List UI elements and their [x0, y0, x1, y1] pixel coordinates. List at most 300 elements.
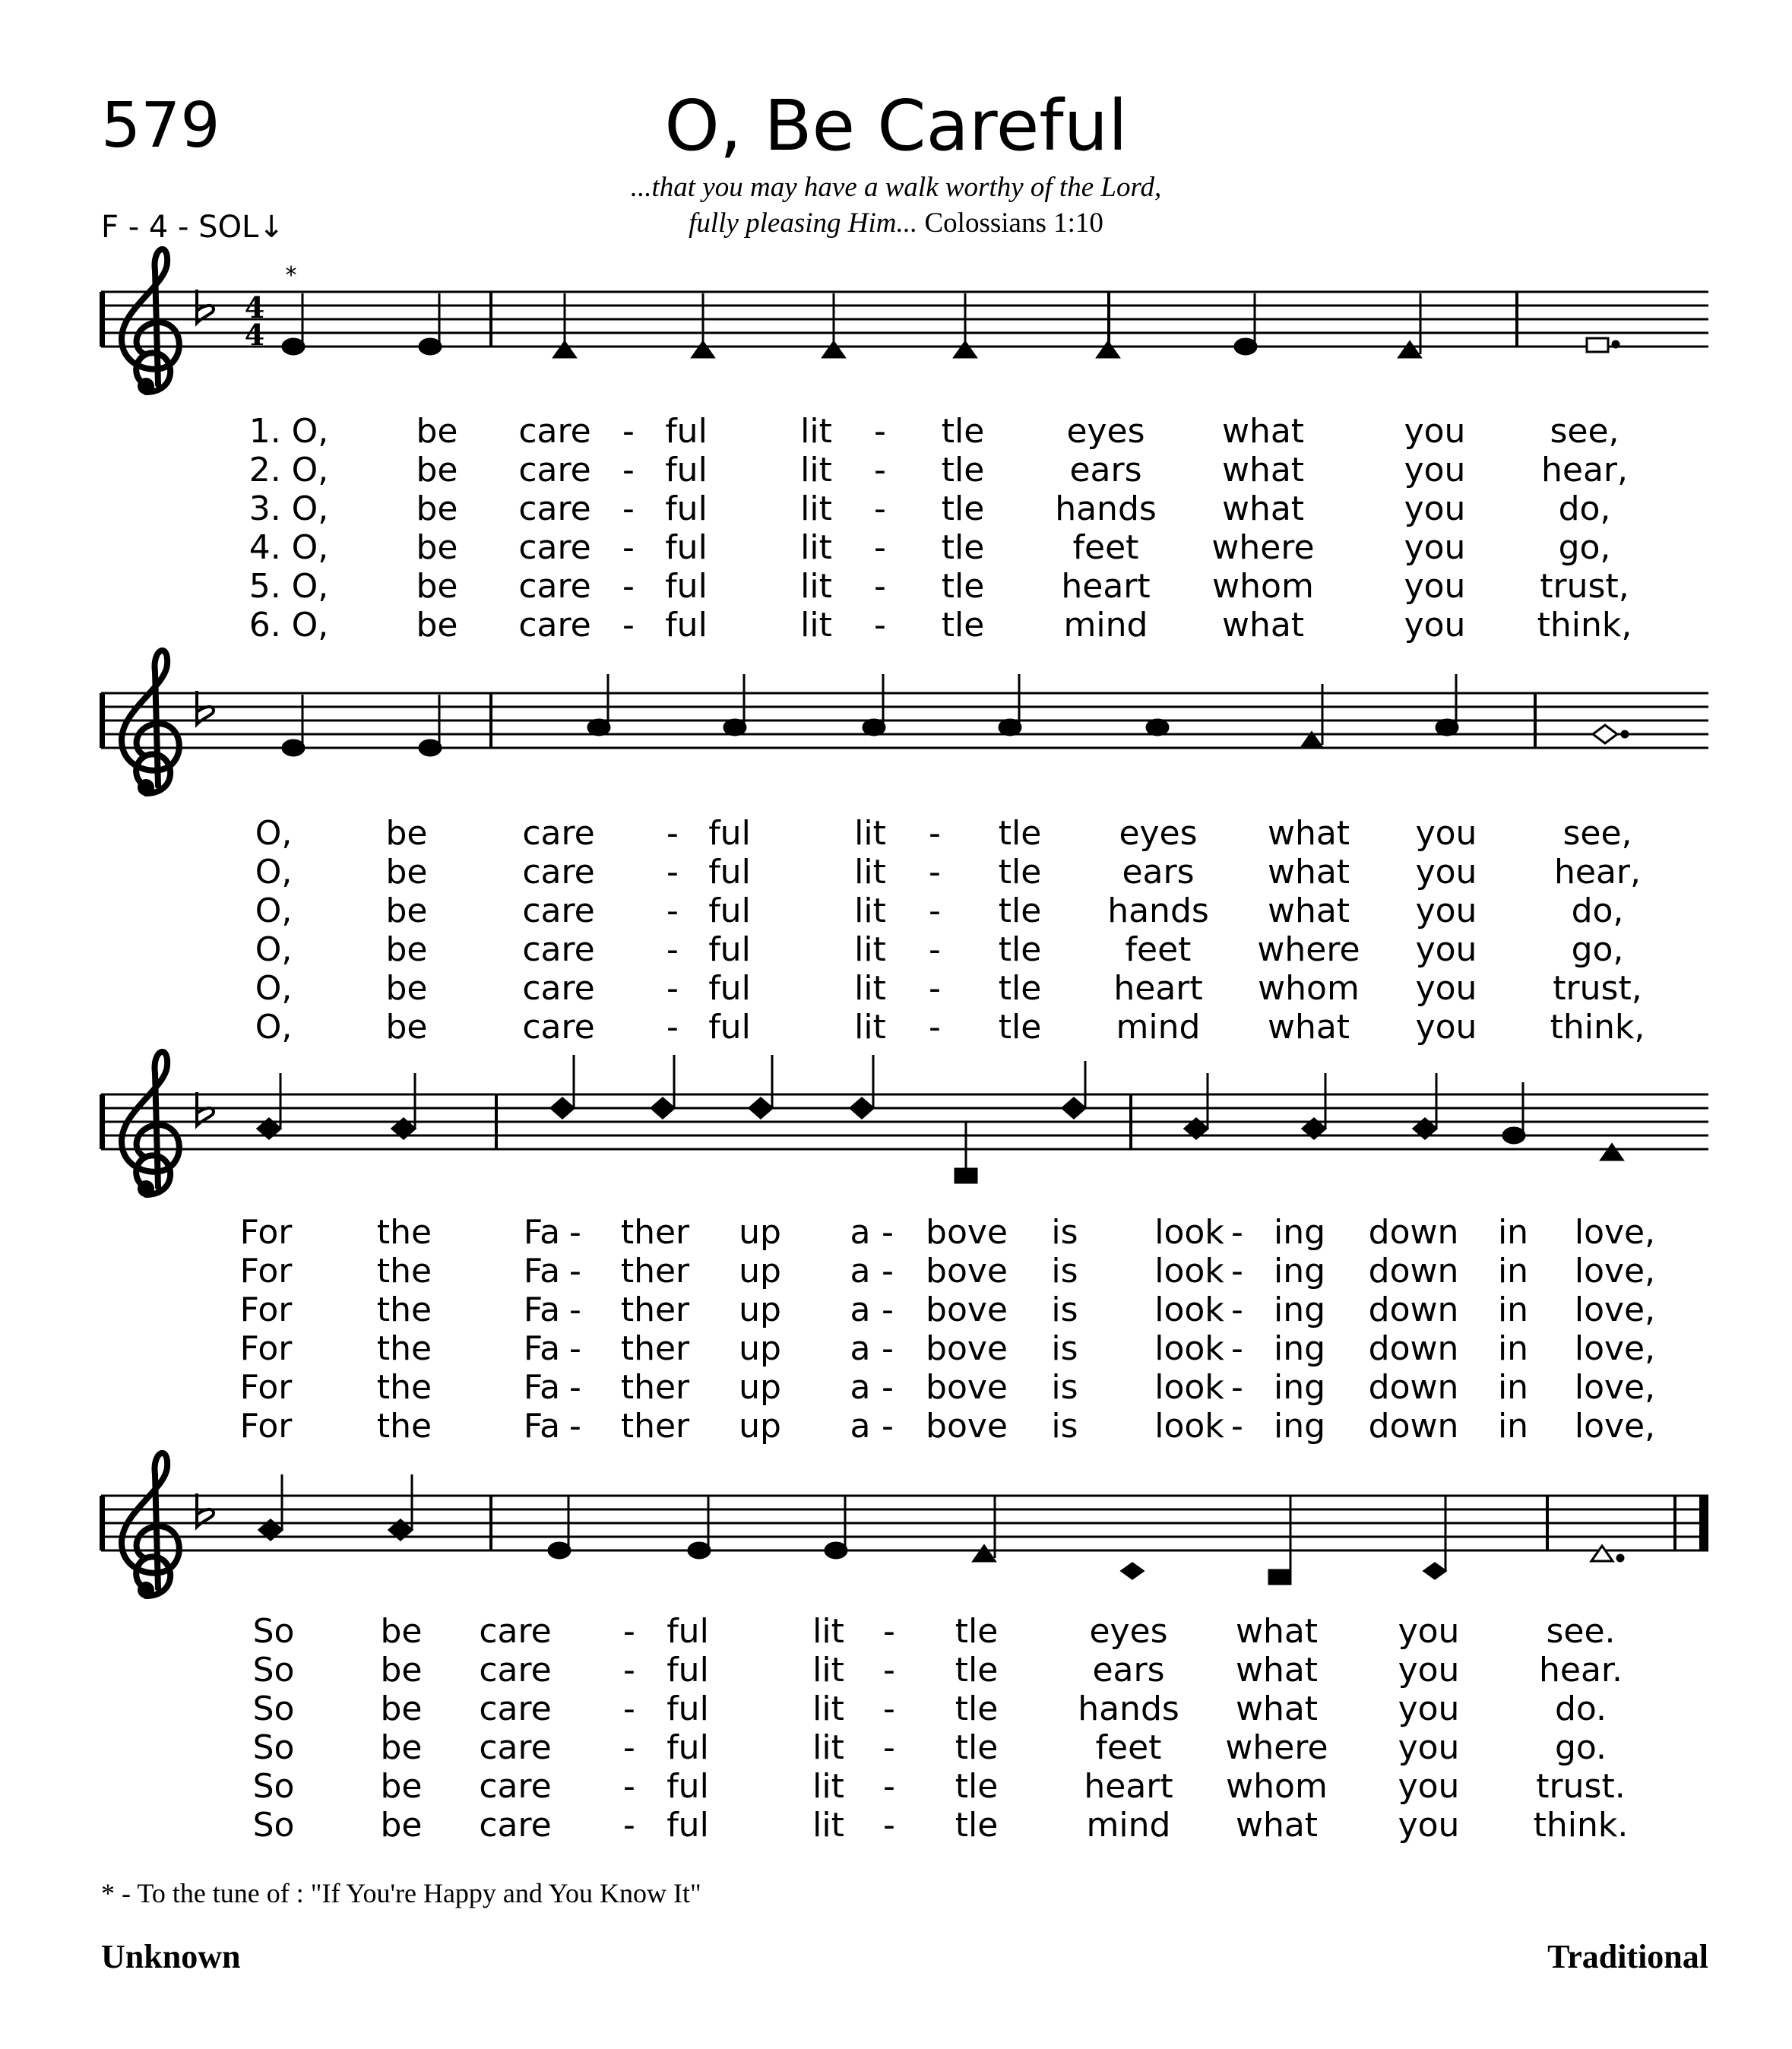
- time-sig-bottom: 4: [244, 318, 265, 352]
- lyric-syllable: down: [1368, 1407, 1459, 1446]
- lyric-syllable: ful: [708, 969, 751, 1008]
- lyric-syllable: heart: [1061, 567, 1151, 606]
- lyric-syllable: be: [416, 412, 458, 451]
- lyric-syllable: care: [518, 606, 591, 644]
- lyric-syllable: 4. O,: [249, 528, 329, 567]
- lyric-syllable: love,: [1574, 1213, 1656, 1252]
- lyric-syllable: heart: [1084, 1767, 1173, 1806]
- lyric-syllable: do,: [1558, 489, 1611, 528]
- lyric-syllable: be: [380, 1690, 423, 1728]
- lyric-line: [0, 1806, 1792, 1845]
- syllable-hyphen: -: [929, 969, 941, 1008]
- syllable-hyphen: -: [1231, 1213, 1243, 1252]
- lyric-syllable: So: [252, 1651, 295, 1690]
- lyric-syllable: what: [1267, 1008, 1350, 1047]
- lyric-syllable: what: [1221, 489, 1305, 528]
- syllable-hyphen: -: [569, 1407, 581, 1446]
- lyric-syllable: ing: [1273, 1291, 1326, 1329]
- lyric-syllable: see,: [1550, 412, 1619, 451]
- lyric-syllable: the: [376, 1291, 432, 1329]
- lyric-line: [0, 1728, 1792, 1767]
- lyric-syllable: So: [252, 1767, 295, 1806]
- lyric-syllable: in: [1497, 1252, 1529, 1291]
- syllable-hyphen: -: [623, 1690, 635, 1728]
- lyric-syllable: be: [380, 1767, 423, 1806]
- scripture-reference: Colossians 1:10: [924, 207, 1103, 239]
- lyric-syllable: trust,: [1553, 969, 1642, 1008]
- lyric-syllable: you: [1404, 489, 1466, 528]
- syllable-hyphen: -: [874, 412, 886, 451]
- lyric-syllable: go,: [1558, 528, 1611, 567]
- lyric-line: [0, 528, 1792, 567]
- lyric-syllable: be: [380, 1806, 423, 1845]
- lyric-line: [0, 853, 1792, 891]
- lyric-syllable: ther: [620, 1329, 690, 1368]
- lyric-syllable: tle: [998, 930, 1042, 969]
- lyric-syllable: ful: [665, 567, 708, 606]
- lyric-syllable: So: [252, 1728, 295, 1767]
- lyric-syllable: care: [522, 853, 595, 891]
- lyric-syllable: lit: [854, 853, 886, 891]
- footnote-text: - To the tune of : "If You're Happy and You Know It": [122, 1878, 701, 1908]
- lyric-syllable: lit: [854, 814, 886, 853]
- syllable-hyphen: -: [622, 451, 635, 489]
- syllable-hyphen: -: [623, 1612, 635, 1651]
- syllable-hyphen: -: [666, 814, 679, 853]
- staff-system-4: [100, 1453, 1708, 1598]
- hymn-number: 579: [101, 90, 220, 162]
- lyric-syllable: tle: [955, 1651, 999, 1690]
- lyric-syllable: Fa: [523, 1252, 561, 1291]
- lyric-syllable: ful: [708, 930, 751, 969]
- lyric-syllable: So: [252, 1806, 295, 1845]
- lyric-syllable: care: [479, 1690, 552, 1728]
- lyric-syllable: tle: [955, 1612, 999, 1651]
- lyric-syllable: a: [850, 1329, 871, 1368]
- syllable-hyphen: -: [666, 1008, 679, 1047]
- lyric-line: [0, 814, 1792, 853]
- lyric-syllable: ing: [1273, 1407, 1326, 1446]
- lyric-syllable: what: [1221, 412, 1305, 451]
- time-sig-top: 4: [244, 290, 265, 325]
- lyric-syllable: O,: [255, 853, 293, 891]
- lyric-syllable: tle: [998, 1008, 1042, 1047]
- lyric-line: [0, 1213, 1792, 1252]
- syllable-hyphen: -: [569, 1368, 581, 1407]
- lyric-syllable: up: [739, 1291, 781, 1329]
- lyric-line: [0, 1767, 1792, 1806]
- lyric-syllable: love,: [1574, 1368, 1656, 1407]
- lyric-syllable: ing: [1273, 1368, 1326, 1407]
- lyric-syllable: care: [518, 528, 591, 567]
- syllable-hyphen: -: [1231, 1252, 1243, 1291]
- lyric-syllable: ful: [708, 853, 751, 891]
- lyric-syllable: So: [252, 1690, 295, 1728]
- lyric-syllable: 1. O,: [249, 412, 329, 451]
- syllable-hyphen: -: [929, 1008, 941, 1047]
- lyric-syllable: you: [1415, 891, 1477, 930]
- lyric-syllable: For: [239, 1407, 293, 1446]
- lyric-syllable: whom: [1226, 1767, 1328, 1806]
- lyric-syllable: be: [385, 814, 428, 853]
- lyric-syllable: the: [376, 1329, 432, 1368]
- lyric-syllable: you: [1415, 930, 1477, 969]
- lyric-syllable: hear.: [1539, 1651, 1623, 1690]
- lyric-syllable: in: [1497, 1368, 1529, 1407]
- lyric-syllable: is: [1051, 1213, 1078, 1252]
- lyric-syllable: down: [1368, 1213, 1459, 1252]
- lyric-syllable: hands: [1107, 891, 1209, 930]
- lyric-syllable: what: [1235, 1612, 1319, 1651]
- syllable-hyphen: -: [666, 930, 679, 969]
- lyric-syllable: care: [522, 1008, 595, 1047]
- lyric-syllable: ful: [666, 1690, 709, 1728]
- lyric-syllable: ful: [665, 489, 708, 528]
- lyric-syllable: be: [416, 451, 458, 489]
- lyric-syllable: where: [1257, 930, 1360, 969]
- lyric-syllable: what: [1267, 891, 1350, 930]
- lyric-line: [0, 1407, 1792, 1446]
- lyric-syllable: a: [850, 1252, 871, 1291]
- lyric-syllable: ther: [620, 1252, 690, 1291]
- lyric-syllable: feet: [1095, 1728, 1162, 1767]
- lyric-syllable: you: [1415, 969, 1477, 1008]
- footnote: [101, 1877, 701, 1909]
- lyric-syllable: you: [1404, 606, 1466, 644]
- lyric-syllable: a: [850, 1291, 871, 1329]
- lyric-syllable: in: [1497, 1213, 1529, 1252]
- lyric-syllable: tle: [941, 528, 985, 567]
- lyric-syllable: ful: [666, 1806, 709, 1845]
- lyric-syllable: love,: [1574, 1252, 1656, 1291]
- lyric-syllable: O,: [255, 814, 293, 853]
- lyric-syllable: you: [1398, 1651, 1460, 1690]
- lyric-syllable: what: [1235, 1690, 1319, 1728]
- lyric-syllable: 6. O,: [249, 606, 329, 644]
- lyric-syllable: bove: [926, 1252, 1008, 1291]
- lyric-syllable: ful: [666, 1728, 709, 1767]
- lyric-line: [0, 930, 1792, 969]
- lyric-syllable: be: [416, 567, 458, 606]
- syllable-hyphen: -: [874, 606, 886, 644]
- lyric-syllable: tle: [998, 891, 1042, 930]
- lyric-syllable: care: [479, 1806, 552, 1845]
- lyric-syllable: tle: [998, 969, 1042, 1008]
- syllable-hyphen: -: [882, 1291, 894, 1329]
- lyric-syllable: you: [1398, 1728, 1460, 1767]
- lyric-syllable: Fa: [523, 1213, 561, 1252]
- lyric-syllable: up: [739, 1368, 781, 1407]
- lyric-syllable: go.: [1554, 1728, 1607, 1767]
- lyric-line: [0, 1612, 1792, 1651]
- lyric-syllable: ful: [665, 412, 708, 451]
- lyric-syllable: is: [1051, 1368, 1078, 1407]
- staff-system-1: [100, 249, 1708, 394]
- lyric-syllable: O,: [255, 891, 293, 930]
- lyric-syllable: ful: [708, 891, 751, 930]
- lyric-line: [0, 1368, 1792, 1407]
- syllable-hyphen: -: [874, 451, 886, 489]
- lyric-syllable: ears: [1092, 1651, 1165, 1690]
- lyric-syllable: in: [1497, 1407, 1529, 1446]
- syllable-hyphen: -: [622, 412, 635, 451]
- lyric-syllable: you: [1415, 853, 1477, 891]
- syllable-hyphen: -: [882, 1252, 894, 1291]
- lyric-syllable: ful: [665, 528, 708, 567]
- lyric-syllable: be: [385, 891, 428, 930]
- syllable-hyphen: -: [1231, 1329, 1243, 1368]
- lyric-syllable: up: [739, 1407, 781, 1446]
- lyric-syllable: love,: [1574, 1329, 1656, 1368]
- lyric-syllable: care: [518, 412, 591, 451]
- lyric-syllable: where: [1211, 528, 1315, 567]
- lyric-syllable: care: [518, 451, 591, 489]
- lyric-syllable: what: [1235, 1651, 1319, 1690]
- lyric-syllable: ful: [666, 1612, 709, 1651]
- lyric-syllable: lit: [800, 606, 832, 644]
- lyric-syllable: lit: [812, 1612, 844, 1651]
- lyric-syllable: you: [1404, 412, 1466, 451]
- lyric-syllable: bove: [926, 1329, 1008, 1368]
- lyric-syllable: be: [385, 969, 428, 1008]
- lyric-syllable: For: [239, 1368, 293, 1407]
- lyric-syllable: mind: [1086, 1806, 1171, 1845]
- syllable-hyphen: -: [883, 1728, 895, 1767]
- syllable-hyphen: -: [622, 567, 635, 606]
- lyric-syllable: look: [1154, 1407, 1224, 1446]
- lyric-syllable: tle: [941, 489, 985, 528]
- composer: Traditional: [1547, 1938, 1708, 1975]
- syllable-hyphen: -: [874, 528, 886, 567]
- syllable-hyphen: -: [569, 1252, 581, 1291]
- lyric-syllable: hear,: [1554, 853, 1641, 891]
- lyric-syllable: 5. O,: [249, 567, 329, 606]
- lyric-syllable: you: [1398, 1767, 1460, 1806]
- scripture-text-2: fully pleasing Him...: [689, 207, 918, 239]
- lyric-syllable: lit: [812, 1806, 844, 1845]
- lyric-syllable: eyes: [1066, 412, 1145, 451]
- scripture-text-1: ...that you may have a walk worthy of the Lord,: [630, 172, 1162, 203]
- lyric-syllable: heart: [1113, 969, 1203, 1008]
- lyric-syllable: love,: [1574, 1291, 1656, 1329]
- lyric-syllable: bove: [926, 1407, 1008, 1446]
- lyric-syllable: think,: [1550, 1008, 1645, 1047]
- lyric-syllable: see.: [1546, 1612, 1616, 1651]
- lyric-syllable: you: [1404, 451, 1466, 489]
- lyric-syllable: you: [1415, 1008, 1477, 1047]
- lyric-syllable: 3. O,: [249, 489, 329, 528]
- lyric-syllable: lit: [800, 528, 832, 567]
- staff-system-3: [100, 1052, 1708, 1197]
- syllable-hyphen: -: [1231, 1407, 1243, 1446]
- lyric-syllable: do,: [1571, 891, 1624, 930]
- lyric-syllable: look: [1154, 1213, 1224, 1252]
- syllable-hyphen: -: [623, 1806, 635, 1845]
- lyric-syllable: For: [239, 1252, 293, 1291]
- lyric-syllable: lit: [800, 489, 832, 528]
- author: Unknown: [101, 1938, 241, 1975]
- lyric-syllable: be: [385, 1008, 428, 1047]
- lyric-syllable: ful: [666, 1767, 709, 1806]
- lyric-syllable: O,: [255, 1008, 293, 1047]
- lyric-syllable: feet: [1072, 528, 1139, 567]
- lyric-syllable: For: [239, 1291, 293, 1329]
- hymn-title: O, Be Careful: [664, 85, 1128, 166]
- syllable-hyphen: -: [622, 528, 635, 567]
- lyric-syllable: Fa: [523, 1291, 561, 1329]
- lyric-syllable: Fa: [523, 1368, 561, 1407]
- lyric-syllable: hear,: [1541, 451, 1628, 489]
- lyric-syllable: tle: [998, 853, 1042, 891]
- lyric-syllable: tle: [941, 412, 985, 451]
- footnote-marker: *: [285, 262, 297, 289]
- lyric-syllable: whom: [1212, 567, 1314, 606]
- lyric-line: [0, 412, 1792, 451]
- lyric-syllable: care: [522, 891, 595, 930]
- lyric-syllable: is: [1051, 1252, 1078, 1291]
- staff-system-2: [100, 651, 1708, 796]
- lyric-syllable: tle: [955, 1767, 999, 1806]
- lyric-syllable: ful: [665, 606, 708, 644]
- lyric-syllable: ing: [1273, 1252, 1326, 1291]
- lyric-syllable: mind: [1063, 606, 1148, 644]
- lyric-syllable: bove: [926, 1213, 1008, 1252]
- syllable-hyphen: -: [929, 930, 941, 969]
- lyric-syllable: ther: [620, 1407, 690, 1446]
- lyric-syllable: trust.: [1536, 1767, 1626, 1806]
- lyric-syllable: So: [252, 1612, 295, 1651]
- lyric-syllable: tle: [941, 451, 985, 489]
- syllable-hyphen: -: [882, 1407, 894, 1446]
- lyric-syllable: you: [1415, 814, 1477, 853]
- lyric-line: [0, 969, 1792, 1008]
- syllable-hyphen: -: [666, 853, 679, 891]
- lyric-syllable: lit: [812, 1690, 844, 1728]
- key-info: F - 4 - SOL↓: [101, 210, 284, 245]
- syllable-hyphen: -: [622, 489, 635, 528]
- lyric-syllable: ful: [708, 1008, 751, 1047]
- lyric-syllable: tle: [941, 606, 985, 644]
- syllable-hyphen: -: [883, 1767, 895, 1806]
- lyric-line: [0, 489, 1792, 528]
- lyric-syllable: be: [416, 528, 458, 567]
- lyric-syllable: tle: [941, 567, 985, 606]
- lyric-syllable: be: [380, 1728, 423, 1767]
- lyric-syllable: O,: [255, 969, 293, 1008]
- lyric-syllable: ther: [620, 1291, 690, 1329]
- lyric-syllable: you: [1398, 1690, 1460, 1728]
- footnote-star: *: [101, 1878, 115, 1908]
- lyric-syllable: ful: [708, 814, 751, 853]
- lyric-syllable: Fa: [523, 1407, 561, 1446]
- syllable-hyphen: -: [569, 1213, 581, 1252]
- lyric-syllable: see,: [1562, 814, 1632, 853]
- lyric-line: [0, 1291, 1792, 1329]
- lyric-syllable: ears: [1122, 853, 1195, 891]
- syllable-hyphen: -: [666, 891, 679, 930]
- lyric-syllable: tle: [955, 1806, 999, 1845]
- lyric-syllable: lit: [812, 1767, 844, 1806]
- lyric-line: [0, 1651, 1792, 1690]
- lyric-syllable: O,: [255, 930, 293, 969]
- lyric-syllable: do.: [1554, 1690, 1607, 1728]
- lyric-syllable: what: [1267, 814, 1350, 853]
- lyric-syllable: a: [850, 1213, 871, 1252]
- lyric-syllable: care: [522, 969, 595, 1008]
- syllable-hyphen: -: [874, 489, 886, 528]
- lyric-syllable: look: [1154, 1329, 1224, 1368]
- lyric-syllable: the: [376, 1252, 432, 1291]
- lyric-line: [0, 1690, 1792, 1728]
- syllable-hyphen: -: [1231, 1291, 1243, 1329]
- lyric-line: [0, 891, 1792, 930]
- syllable-hyphen: -: [666, 969, 679, 1008]
- lyric-syllable: Fa: [523, 1329, 561, 1368]
- lyric-syllable: lit: [854, 930, 886, 969]
- lyric-syllable: you: [1404, 567, 1466, 606]
- lyric-syllable: be: [380, 1612, 423, 1651]
- lyric-line: [0, 567, 1792, 606]
- lyric-syllable: what: [1221, 451, 1305, 489]
- lyric-syllable: care: [479, 1728, 552, 1767]
- lyric-syllable: look: [1154, 1291, 1224, 1329]
- syllable-hyphen: -: [882, 1329, 894, 1368]
- syllable-hyphen: -: [569, 1329, 581, 1368]
- lyric-syllable: 2. O,: [249, 451, 329, 489]
- lyric-syllable: eyes: [1089, 1612, 1168, 1651]
- lyric-syllable: ful: [666, 1651, 709, 1690]
- syllable-hyphen: -: [874, 567, 886, 606]
- syllable-hyphen: -: [929, 814, 941, 853]
- lyric-syllable: be: [385, 853, 428, 891]
- lyric-syllable: look: [1154, 1368, 1224, 1407]
- lyric-syllable: care: [479, 1651, 552, 1690]
- lyric-syllable: care: [479, 1612, 552, 1651]
- lyric-syllable: lit: [812, 1728, 844, 1767]
- syllable-hyphen: -: [1231, 1368, 1243, 1407]
- lyric-syllable: in: [1497, 1329, 1529, 1368]
- syllable-hyphen: -: [929, 891, 941, 930]
- syllable-hyphen: -: [623, 1767, 635, 1806]
- lyric-syllable: For: [239, 1329, 293, 1368]
- syllable-hyphen: -: [623, 1651, 635, 1690]
- lyric-syllable: ful: [665, 451, 708, 489]
- lyric-syllable: tle: [998, 814, 1042, 853]
- lyric-syllable: what: [1221, 606, 1305, 644]
- lyric-syllable: hands: [1055, 489, 1157, 528]
- lyric-syllable: lit: [854, 969, 886, 1008]
- syllable-hyphen: -: [882, 1368, 894, 1407]
- syllable-hyphen: -: [882, 1213, 894, 1252]
- syllable-hyphen: -: [622, 606, 635, 644]
- lyric-syllable: is: [1051, 1329, 1078, 1368]
- lyric-syllable: the: [376, 1213, 432, 1252]
- lyric-syllable: what: [1267, 853, 1350, 891]
- lyric-syllable: be: [416, 489, 458, 528]
- lyric-syllable: trust,: [1540, 567, 1629, 606]
- lyric-syllable: think,: [1537, 606, 1632, 644]
- lyric-syllable: ther: [620, 1213, 690, 1252]
- lyric-syllable: lit: [854, 1008, 886, 1047]
- syllable-hyphen: -: [883, 1806, 895, 1845]
- syllable-hyphen: -: [569, 1291, 581, 1329]
- lyric-line: [0, 1008, 1792, 1047]
- lyric-syllable: care: [518, 567, 591, 606]
- lyric-line: [0, 1329, 1792, 1368]
- lyric-syllable: is: [1051, 1291, 1078, 1329]
- lyric-syllable: love,: [1574, 1407, 1656, 1446]
- lyric-syllable: lit: [800, 451, 832, 489]
